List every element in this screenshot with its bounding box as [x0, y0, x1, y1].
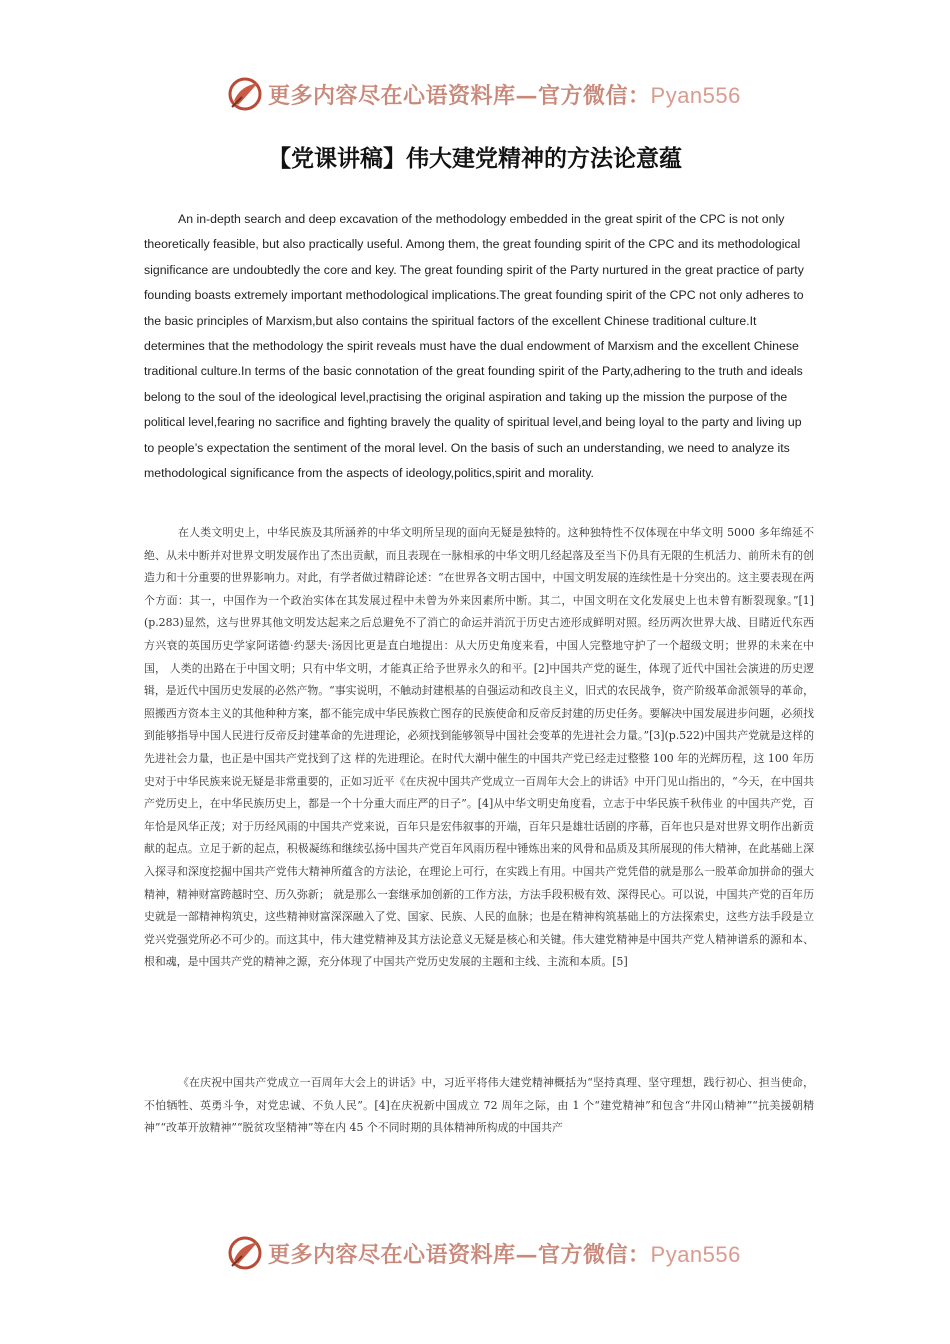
brand-logo-icon: [228, 77, 262, 111]
body-paragraph-1: 在人类文明史上，中华民族及其所涵养的中华文明所呈现的面向无疑是独特的。这种独特性不仅体现在中华文明 5000 多年绵延不绝、从未中断并对世界文明发展作出了杰出贡献，而且表现在一脉相承的中华文明几经起落及至当下仍具有无限的生机活力、前所未有的创造力和十分重要的世界影响力。对此，有学者做过精辟论述：“在世界各文明古国中，中国文明发展的连续性是十分突出的。这主要表现在两个方面：其一，中国作为一个政治实体在其发展过程中未曾为外来因素所中断。其二，中国文明在文化发展史上也未曾有断裂现象。”[1](p.283)显然，这与世界其他文明发达起来之后总避免不了消亡的命运并消沉于历史古迹形成鲜明对照。经历两次世界大战、目睹近代东西方兴衰的英国历史学家阿诺德·约瑟夫·汤因比更是直白地提出：从大历史角度来看，中国人完整地守护了一个超级文明；世界的未来在中国， 人类的出路在于中国文明；只有中华文明，才能真正给予世界永久的和平。[2]中国共产党的诞生，体现了近代中国社会演进的历史逻辑，是近代中国历史发展的必然产物。“事实说明，不触动封建根基的自强运动和改良主义，旧式的农民战争，资产阶级革命派领导的革命，照搬西方资本主义的其他种种方案，都不能完成中华民族救亡图存的民族使命和反帝反封建的历史任务。要解决中国发展进步问题，必须找到能够指导中国人民进行反帝反封建革命的先进理论，必须找到能够领导中国社会变革的先进社会力量。”[3](p.522)中国共产党就是这样的先进社会力量，也正是中国共产党找到了这 样的先进理论。在时代大潮中催生的中国共产党已经走过整整 100 年的光辉历程，这 100 年历史对于中华民族来说无疑是非常重要的，正如习近平《在庆祝中国共产党成立一百周年大会上的讲话》中开门见山指出的，“今天，在中国共产党历史上，在中华民族历史上，都是一个十分重大而庄严的日子”。[4]从中华文明史角度看，立志于中华民族千秋伟业 的中国共产党，百年恰是风华正茂；对于历经风雨的中国共产党来说，百年只是宏伟叙事的开端，百年只是雄壮话剧的序幕，百年也只是对世界文明作出新贡献的起点。立足于新的起点，积极凝练和继续弘扬中国共产党百年风雨历程中锤炼出来的风骨和品质及其所展现的伟大精神，在此基础上深入探寻和深度挖掘中国共产党伟大精神所蕴含的方法论，在理论上可行，在实践上有用。中国共产党凭借的就是那么一股革命加拼命的强大精神，精神财富跨越时空、历久弥新； 就是那么一套继承加创新的工作方法，方法手段积极有效、深得民心。可以说，中国共产党的百年历史就是一部精神构筑史，这些精神财富深深融入了党、国家、民族、人民的血脉；也是在精神构筑基础上的方法探索史，这些方法手段是立党兴党强党所必不可少的。而这其中，伟大建党精神及其方法论意义无疑是核心和关键。伟大建党精神是中国共产党人精神谱系的源和本、根和魂，是中国共产党的精神之源，充分体现了中国共产党历史发展的主题和主线、主流和本质。[5]: [144, 526, 814, 969]
footer-banner: [228, 1235, 741, 1271]
english-abstract: An in-depth search and deep excavation of the methodology embedded in the great spirit of the CPC is not only theoretically feasible, but also practically useful. Among them, the great founding spirit of the CPC and its methodological significance are undoubtedly the core and key. The great founding spirit of the Party nurtured in the great practice of party founding boasts extremely important methodological implications.The great founding spirit of the CPC not only adheres to the basic principles of Marxism,but also contains the spiritual factors of the excellent Chinese traditional culture.It determines that the methodology the spirit reveals must have the dual endowment of Marxism and the excellent Chinese traditional culture.In terms of the basic connotation of the great founding spirit of the Party,adhering to the truth and ideals belong to the soul of the ideological level,practising the original aspiration and taking up the mission the purpose of the political level,fearing no sacrifice and fighting bravely the quality of spiritual level,and being loyal to the party and living up to people’s expectation the sentiment of the moral level. On the basis of such an understanding, we need to analyze its methodological significance from the aspects of ideology,politics,spirit and morality.: [144, 212, 804, 481]
document-title: 【党课讲稿】伟大建党精神的方法论意蕴: [268, 146, 682, 172]
footer-banner-text: [268, 1238, 741, 1269]
header-banner: [228, 76, 741, 112]
header-banner-label: 更多内容尽在心语资料库—官方微信：: [268, 82, 651, 109]
header-wechat-id: Pyan556: [650, 82, 741, 108]
header-banner-text: [268, 79, 741, 110]
footer-banner-label: 更多内容尽在心语资料库—官方微信：: [268, 1241, 651, 1268]
footer-wechat-id: Pyan556: [650, 1241, 741, 1267]
body-paragraph-2: 《在庆祝中国共产党成立一百周年大会上的讲话》中，习近平将伟大建党精神概括为“坚持真理、坚守理想，践行初心、担当使命，不怕牺牲、英勇斗争，对党忠诚、不负人民”。[4]在庆祝新中国成立 72 周年之际，由 1 个“建党精神”和包含“井冈山精神”“抗美援朝精神”“改革开放精神”“脱贫攻坚精神”等在内 45 个不同时期的具体精神所构成的中国共产: [144, 1076, 814, 1135]
brand-logo-icon: [228, 1236, 262, 1270]
